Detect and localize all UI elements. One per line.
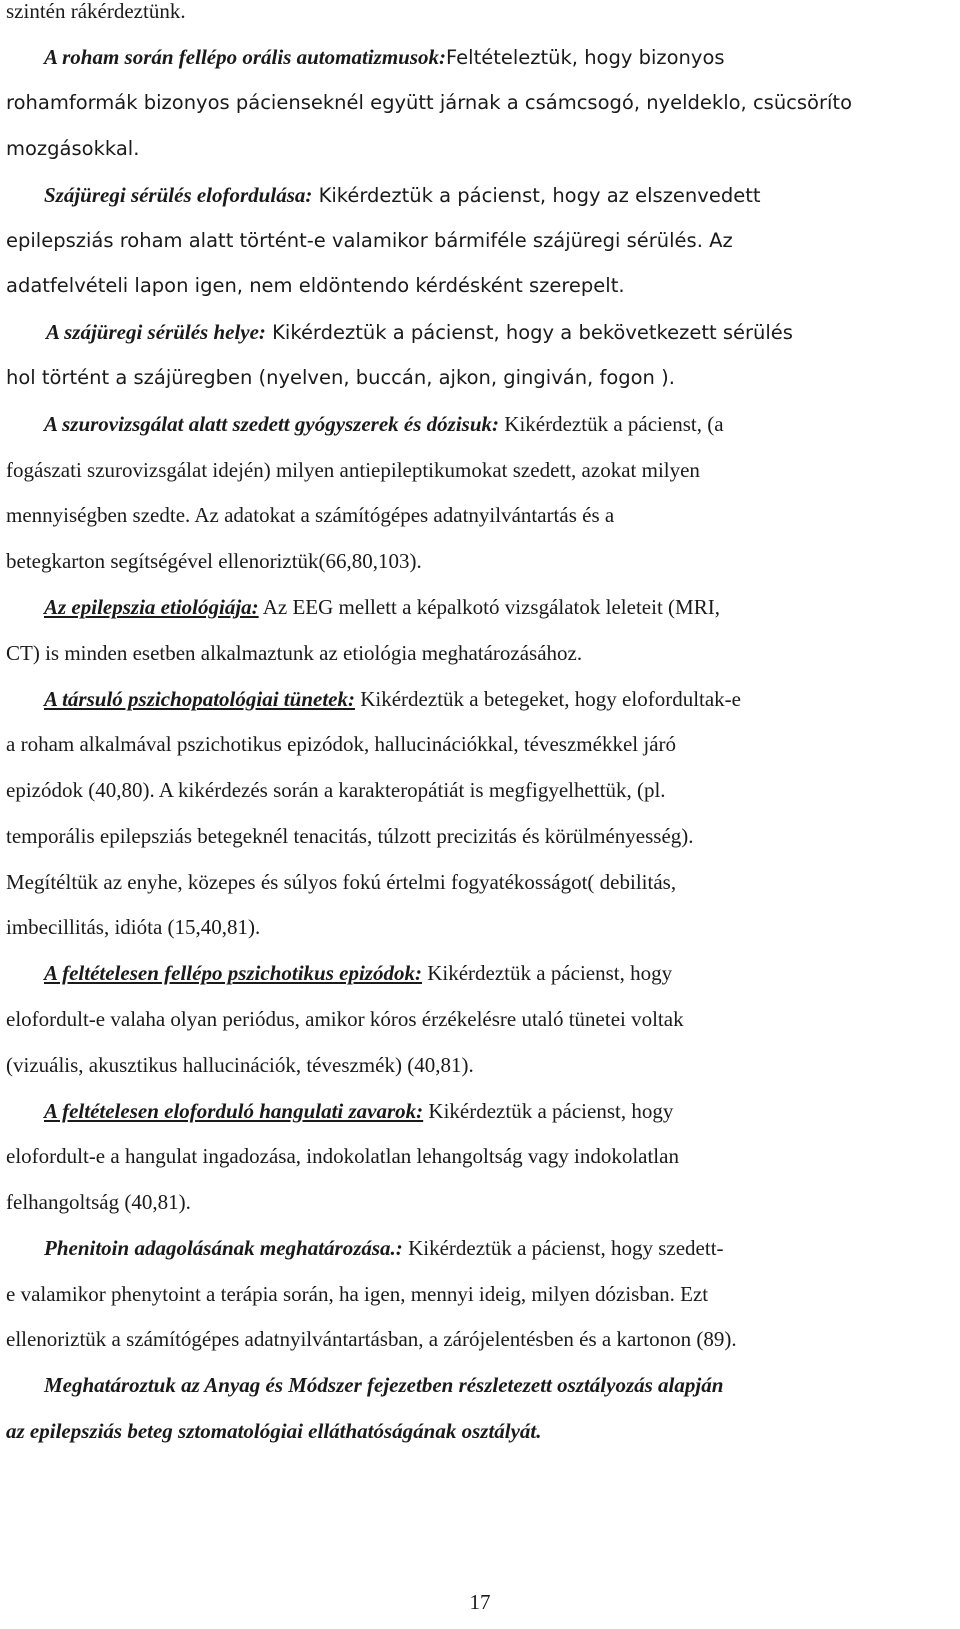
- text-line: mennyiségben szedte. Az adatokat a számítógépes adatnyilvántartás és a: [6, 503, 615, 527]
- section-heading: Phenitoin adagolásának meghatározása.:: [44, 1236, 403, 1260]
- section-heading: A roham során fellépo orális automatizmusok:: [44, 45, 446, 69]
- text-line: elofordult-e valaha olyan periódus, amikor kóros érzékelésre utaló tünetei voltak: [6, 1007, 684, 1031]
- text-line: Szájüregi sérülés elofordulása: Kikérdeztük a pácienst, hogy az elszenvedett: [44, 183, 761, 207]
- text-line: Phenitoin adagolásának meghatározása.: Kikérdeztük a pácienst, hogy szedett-: [44, 1236, 724, 1260]
- text-line: felhangoltság (40,81).: [6, 1190, 191, 1214]
- text-line: mozgásokkal.: [6, 137, 140, 160]
- text-line: e valamikor phenytoint a terápia során, ha igen, mennyi ideig, milyen dózisban. Ezt: [6, 1282, 709, 1306]
- section-heading: A feltételesen eloforduló hangulati zavarok:: [44, 1099, 424, 1123]
- text-line: imbecillitás, idióta (15,40,81).: [6, 915, 261, 939]
- text-line: elofordult-e a hangulat ingadozása, indokolatlan lehangoltság vagy indokolatlan: [6, 1144, 679, 1168]
- text-line: a roham alkalmával pszichotikus epizódok, hallucinációkkal, téveszmékkel járó: [6, 732, 677, 756]
- text-line: A feltételesen fellépo pszichotikus epizódok: Kikérdeztük a pácienst, hogy: [44, 961, 673, 985]
- text-line: [6, 1416, 542, 1446]
- text-line: ellenoriztük a számítógépes adatnyilvántartásban, a zárójelentésben és a kartonon (89).: [6, 1327, 737, 1351]
- text-line: A feltételesen eloforduló hangulati zavarok: Kikérdeztük a pácienst, hogy: [44, 1099, 674, 1123]
- text-line: CT) is minden esetben alkalmaztunk az etiológia meghatározásához.: [6, 641, 583, 665]
- text-line: adatfelvételi lapon igen, nem eldöntendo kérdésként szerepelt.: [6, 274, 625, 297]
- text-line: A társuló pszichopatológiai tünetek: Kikérdeztük a betegeket, hogy elofordultak-e: [44, 687, 741, 711]
- text-line: szintén rákérdeztünk.: [6, 0, 186, 23]
- section-heading: Meghatároztuk az Anyag és Módszer fejezetben részletezett osztályozás alapján: [44, 1373, 724, 1397]
- text-line: A roham során fellépo orális automatizmusok:Feltételeztük, hogy bizonyos: [44, 45, 725, 69]
- section-heading: A szájüregi sérülés helye:: [46, 320, 266, 344]
- page-number: 17: [469, 1590, 491, 1614]
- text-line: epilepsziás roham alatt történt-e valamikor bármiféle szájüregi sérülés. Az: [6, 229, 733, 252]
- section-heading: Az epilepszia etiológiája:: [44, 595, 259, 619]
- section-heading: Szájüregi sérülés elofordulása:: [44, 183, 313, 207]
- section-heading: A társuló pszichopatológiai tünetek:: [44, 687, 355, 711]
- text-line: Az epilepszia etiológiája: Az EEG mellett a képalkotó vizsgálatok leleteit (MRI,: [44, 595, 720, 619]
- section-heading: A feltételesen fellépo pszichotikus epizódok:: [44, 961, 422, 985]
- text-line: (vizuális, akusztikus hallucinációk, téveszmék) (40,81).: [6, 1053, 474, 1077]
- section-heading: az epilepsziás beteg sztomatológiai elláthatóságának osztályát.: [6, 1419, 542, 1443]
- text-line: temporális epilepsziás betegeknél tenacitás, túlzott precizitás és körülményesség).: [6, 824, 694, 848]
- text-line: hol történt a szájüregben (nyelven, buccán, ajkon, gingiván, fogon ).: [6, 366, 675, 389]
- text-line: A szájüregi sérülés helye: Kikérdeztük a pácienst, hogy a bekövetkezett sérülés: [46, 320, 793, 344]
- text-line: [44, 1370, 723, 1400]
- text-line: A szurovizsgálat alatt szedett gyógyszerek és dózisuk: Kikérdeztük a pácienst, (a: [44, 412, 724, 436]
- text-line: fogászati szurovizsgálat idején) milyen antiepileptikumokat szedett, azokat milyen: [6, 458, 700, 482]
- section-heading: A szurovizsgálat alatt szedett gyógyszerek és dózisuk:: [44, 412, 500, 436]
- text-line: Megítéltük az enyhe, közepes és súlyos fokú értelmi fogyatékosságot( debilitás,: [6, 870, 677, 894]
- text-line: epizódok (40,80). A kikérdezés során a karakteropátiát is megfigyelhettük, (pl.: [6, 778, 666, 802]
- text-line: betegkarton segítségével ellenoriztük(66,80,103).: [6, 549, 422, 573]
- text-line: rohamformák bizonyos pácienseknél együtt járnak a csámcsogó, nyeldeklo, csücsörítо: [6, 91, 853, 114]
